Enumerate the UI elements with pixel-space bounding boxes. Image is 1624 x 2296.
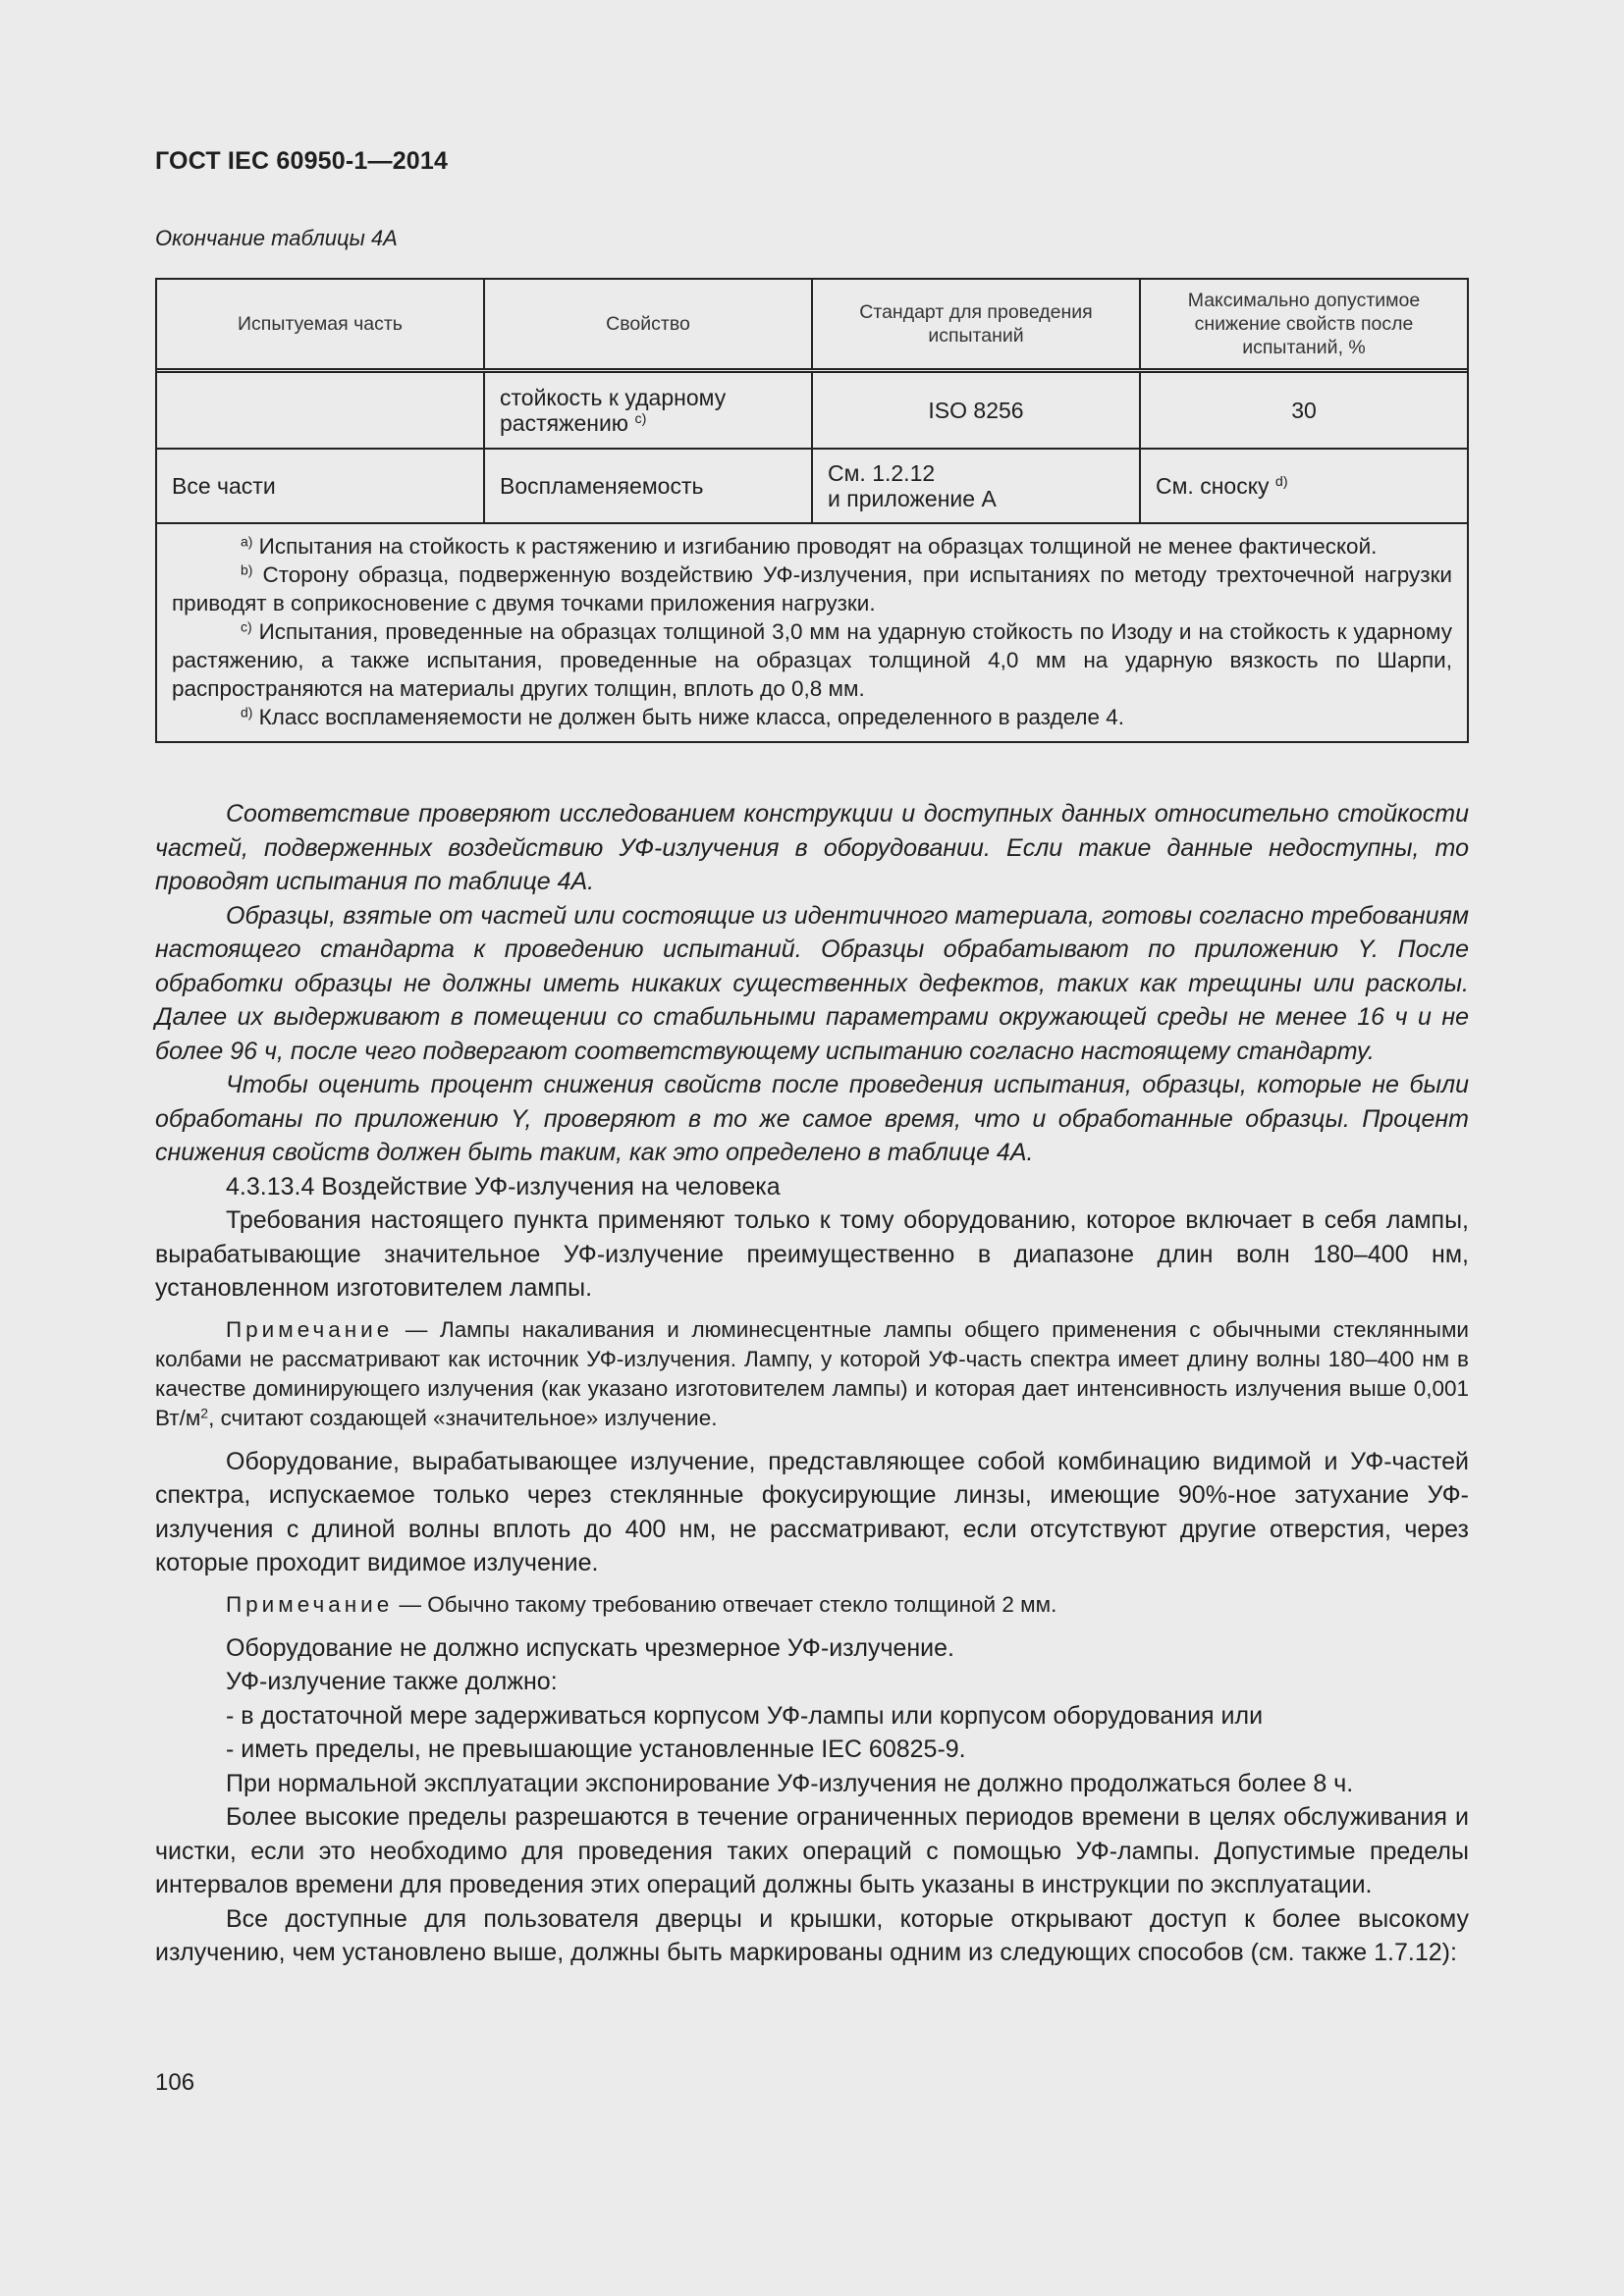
paragraph: Чтобы оценить процент снижения свойств после проведения испытания, образцы, которые не были обработаны по приложению Y, проверяют в то же самое время, что и обработанные образцы. Процент снижения свойств должен быть таким, как это определено в таблице 4А. — [155, 1071, 1469, 1166]
table-4a — [155, 278, 1469, 743]
section-heading: 4.3.13.4 Воздействие УФ-излучения на человека — [226, 1172, 781, 1201]
table-caption: Окончание таблицы 4А — [155, 226, 398, 250]
table-cell-standard: См. 1.2.12 и приложение А — [813, 450, 1141, 522]
note: Примечание — Обычно такому требованию отвечает стекло толщиной 2 мм. — [226, 1591, 1057, 1617]
note: Примечание — Лампы накаливания и люминесцентные лампы общего применения с обычными стеклянными колбами не рассматривают как источник УФ-излучения. Лампу, у которой УФ-часть спектра имеет длину волны 180–400 нм в качестве доминирующего излучения (как указано изготовителем лампы) и которая дает интенсивность излучения выше 0,001 $Вт/м^2$, считают создающей «значительное» излучение. — [155, 1316, 1469, 1430]
footnote-d: $^{d)}$ Класс воспламеняемости не должен быть ниже класса, определенного в разделе 4. — [241, 704, 1124, 729]
table-footnotes — [157, 524, 1467, 741]
paragraph: При нормальной эксплуатации экспонирование УФ-излучения не должно продолжаться более 8 ч. — [226, 1769, 1354, 1797]
list-item: - в достаточной мере задерживаться корпусом УФ-лампы или корпусом оборудования или — [226, 1701, 1264, 1730]
column-header-max-reduction: Максимально допустимое снижение свойств после испытаний, % — [1187, 290, 1421, 358]
table-cell-max: См. сноску $^{d)}$ — [1156, 473, 1288, 499]
paragraph: Соответствие проверяют исследованием конструкции и доступных данных относительно стойкости частей, подверженных воздействию УФ-излучения в оборудовании. Если такие данные недоступны, то проводят испытания по таблице 4А. — [155, 800, 1469, 895]
paragraph: Оборудование, вырабатывающее излучение, представляющее собой комбинацию видимой и УФ-частей спектра, испускаемое только через стеклянные фокусирующие линзы, имеющие 90%-ное затухание УФ-излучения с длиной волны вплоть до 400 нм, не рассматривают, если отсутствуют другие отверстия, через которые проходит видимое излучение. — [155, 1447, 1469, 1576]
table-cell-part: Все части — [157, 450, 485, 522]
footnote-ref: c) — [634, 411, 647, 428]
body-text — [155, 797, 1469, 1970]
paragraph: УФ-излучение также должно: — [226, 1668, 558, 1695]
page-number: 106 — [155, 2069, 195, 2096]
paragraph: Более высокие пределы разрешаются в течение ограниченных периодов времени в целях обслуживания и чистки, если это необходимо для проведения таких операций с помощью УФ-лампы. Допустимые пределы интервалов времени для проведения этих операций должны быть указаны в инструкции по эксплуатации. — [155, 1803, 1469, 1898]
footnote-a: $^{a)}$ Испытания на стойкость к растяжению и изгибанию проводят на образцах толщиной не менее фактической. — [241, 533, 1378, 559]
footnote-c: $^{c)}$ Испытания, проведенные на образцах толщиной 3,0 мм на ударную стойкость по Изоду и на стойкость к ударному растяжению, а также испытания, проведенные на образцах толщиной 4,0 мм на ударную вязкость по Шарпи, распространяются на материалы других толщин, вплоть до 0,8 мм. — [172, 618, 1452, 701]
table-row — [157, 450, 1467, 524]
footnote-ref: d) — [1274, 474, 1288, 491]
table-header-row — [157, 280, 1467, 373]
footnote-b: $^{b)}$ Сторону образца, подверженную воздействию УФ-излучения, при испытаниях по методу трехточечной нагрузки приводят в соприкосновение с двумя точками приложения нагрузки. — [172, 561, 1452, 615]
table-cell-part — [157, 373, 485, 448]
paragraph: Образцы, взятые от частей или состоящие из идентичного материала, готовы согласно требованиям настоящего стандарта к проведению испытаний. Образцы обрабатывают по приложению Y. После обработки образцы не должны иметь никаких существенных дефектов, таких как трещины или расколы. Далее их выдерживают в помещении со стабильными параметрами окружающей среды не менее 16 ч и не более 96 ч, после чего подвергают соответствующему испытанию согласно настоящему стандарту. — [155, 901, 1469, 1065]
table-cell-property: Воспламеняемость — [485, 450, 813, 522]
column-header-part: Испытуемая часть — [157, 280, 485, 368]
paragraph: Оборудование не должно испускать чрезмерное УФ-излучение. — [226, 1633, 954, 1662]
column-header-standard: Стандарт для проведения испытаний — [813, 280, 1141, 368]
paragraph: Все доступные для пользователя дверцы и крышки, которые открывают доступ к более высокому излучению, чем установлено выше, должны быть маркированы одним из следующих способов (см. также 1.7.12): — [155, 1904, 1469, 1966]
table-cell-max: 30 — [1291, 398, 1317, 423]
table-cell-standard: ISO 8256 — [813, 373, 1141, 448]
table-cell-property: стойкость к ударному растяжению $^{c)}$ — [485, 373, 813, 448]
table-row — [157, 373, 1467, 450]
list-item: - иметь пределы, не превышающие установленные IEC 60825-9. — [226, 1735, 966, 1763]
column-header-property: Свойство — [485, 280, 813, 368]
document-header: ГОСТ IEC 60950-1—2014 — [155, 147, 449, 175]
paragraph: Требования настоящего пункта применяют только к тому оборудованию, которое включает в себя лампы, вырабатывающие значительное УФ-излучение преимущественно в диапазоне длин волн 180–400 нм, установленном изготовителем лампы. — [155, 1206, 1469, 1302]
